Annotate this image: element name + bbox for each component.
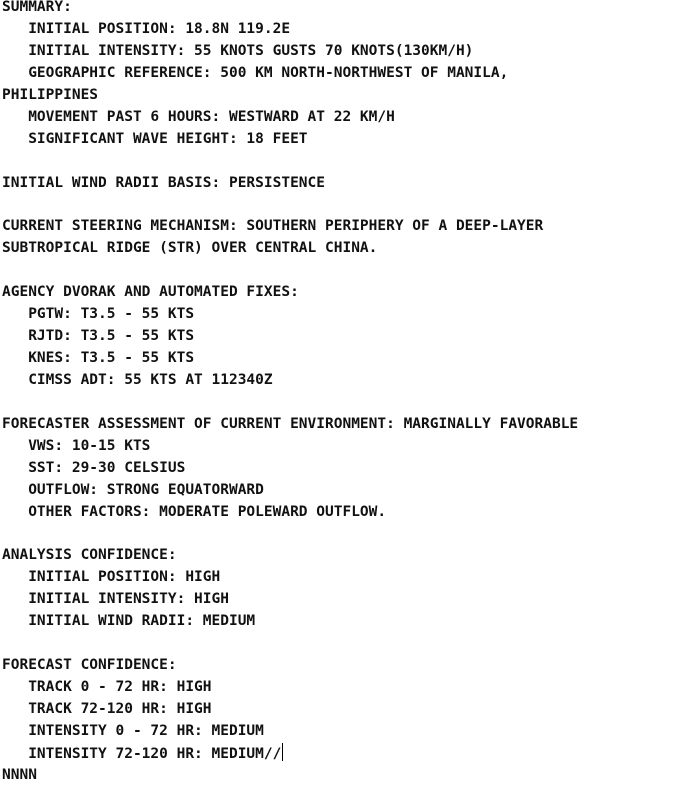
text-cursor: [282, 743, 283, 761]
analysis-confidence-heading: ANALYSIS CONFIDENCE:: [2, 547, 177, 564]
fix-item: RJTD: T3.5 - 55 KTS: [2, 328, 195, 345]
forecast-confidence-item: INTENSITY 0 - 72 HR: MEDIUM: [2, 722, 264, 739]
blank-line: [2, 151, 674, 173]
forecast-confidence-last-line: [2, 743, 674, 765]
fix-item: PGTW: T3.5 - 55 KTS: [2, 306, 195, 323]
environment-item: OUTFLOW: STRONG EQUATORWARD: [2, 481, 264, 498]
fix-item: KNES: T3.5 - 55 KTS: [2, 350, 195, 366]
movement-line: MOVEMENT PAST 6 HOURS: WESTWARD AT 22 KM/H: [2, 108, 395, 125]
end-marker: NNNN: [2, 766, 37, 783]
environment-item: VWS: 10-15 KTS: [2, 437, 151, 454]
geographic-reference-continuation: PHILIPPINES: [2, 86, 99, 103]
wind-radii-basis-line: INITIAL WIND RADII BASIS: PERSISTENCE: [2, 174, 326, 191]
environment-heading: FORECASTER ASSESSMENT OF CURRENT ENVIRONMENT: MARGINALLY FAVORABLE: [2, 415, 579, 432]
fixes-heading: AGENCY DVORAK AND AUTOMATED FIXES:: [2, 284, 299, 301]
forecast-confidence-item: TRACK 0 - 72 HR: HIGH: [2, 679, 212, 696]
blank-line: [2, 633, 674, 655]
fix-item: CIMSS ADT: 55 KTS AT 112340Z: [2, 371, 273, 388]
analysis-confidence-item: INITIAL WIND RADII: MEDIUM: [2, 613, 256, 630]
initial-intensity-line: INITIAL INTENSITY: 55 KNOTS GUSTS 70 KNOTS(130KM/H): [2, 42, 474, 59]
forecast-confidence-item: INTENSITY 72-120 HR: MEDIUM//: [2, 745, 282, 762]
analysis-confidence-item: INITIAL INTENSITY: HIGH: [2, 591, 229, 608]
analysis-confidence-item: INITIAL POSITION: HIGH: [2, 569, 221, 586]
environment-item: SST: 29-30 CELSIUS: [2, 459, 186, 476]
initial-position-line: INITIAL POSITION: 18.8N 119.2E: [2, 20, 291, 37]
steering-mechanism-line: CURRENT STEERING MECHANISM: SOUTHERN PERIPHERY OF A DEEP-LAYER: [2, 218, 544, 235]
bulletin-document: [2, 0, 674, 787]
forecast-confidence-heading: FORECAST CONFIDENCE:: [2, 657, 177, 674]
steering-mechanism-continuation: SUBTROPICAL RIDGE (STR) OVER CENTRAL CHINA.: [2, 240, 378, 257]
forecast-confidence-item: TRACK 72-120 HR: HIGH: [2, 701, 212, 717]
blank-line: [2, 260, 674, 282]
environment-item: OTHER FACTORS: MODERATE POLEWARD OUTFLOW.: [2, 503, 387, 520]
blank-line: [2, 194, 674, 216]
wave-height-line: SIGNIFICANT WAVE HEIGHT: 18 FEET: [2, 130, 308, 147]
blank-line: [2, 524, 674, 546]
summary-heading: SUMMARY:: [2, 0, 72, 15]
blank-line: [2, 392, 674, 414]
geographic-reference-line: GEOGRAPHIC REFERENCE: 500 KM NORTH-NORTHWEST OF MANILA,: [2, 64, 509, 81]
